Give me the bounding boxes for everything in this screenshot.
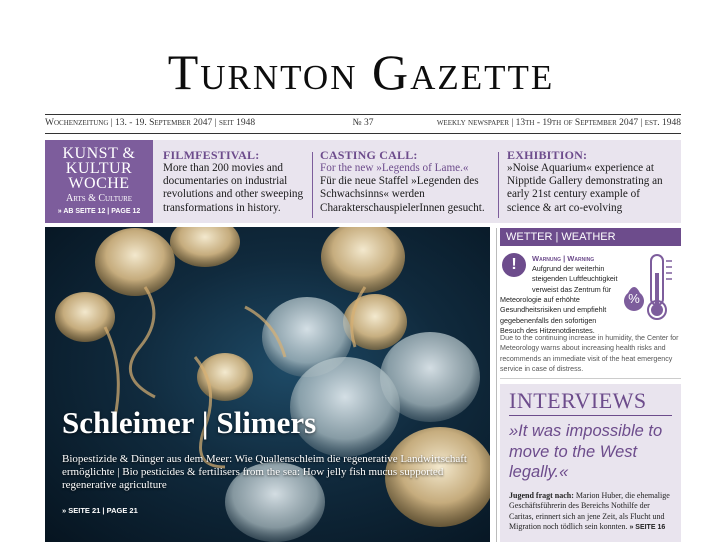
teaser-text: Für die neue Staffel »Legenden des Schwachsinns« werden CharakterschauspielerInnen gesucht.	[320, 175, 485, 214]
interviews-text: Marion Huber, die ehemalige Geschäftsführerin des Bereichs Nothilfe der Caritas, erinnert sich an jene Zeit, als Flucht und Migration noch tödlich sein konnten.	[509, 490, 670, 531]
bottom-rule	[45, 133, 681, 134]
top-rule	[45, 114, 681, 115]
interviews-header: INTERVIEWS	[509, 388, 672, 416]
kunst-page-ref[interactable]: » AB SEITE 12 | PAGE 12	[57, 208, 141, 215]
dateline-english: weekly newspaper | 13th - 19th of September 2047 | est. 1948	[436, 118, 681, 128]
teaser-text: More than 200 movies and documentaries on industrial revolutions and other sweeping transformations in history.	[163, 162, 304, 214]
arts-culture-box[interactable]	[45, 140, 153, 223]
warning-icon: !	[502, 253, 526, 277]
hero-summary: Biopestizide & Dünger aus dem Meer: Wie Quallenschleim die regenerative Landwirtschaft ermöglichte | Bio pesticides & fertilisers from the sea: How jelly fish mucus supported regenerative agriculture	[62, 453, 467, 491]
teaser-filmfestival[interactable]	[163, 148, 313, 215]
warning-text-german-cont: Meteorologie auf erhöhte Gesundheitsrisiken und empfiehlt gegebenenfalls den sofortigen Besuch des Hitzenotdienstes.	[500, 295, 607, 336]
interviews-quote[interactable]: »It was impossible to move to the West legally.«	[509, 422, 663, 481]
masthead-title: Turnton Gazette	[167, 44, 555, 100]
interviews-lead: Jugend fragt nach:	[509, 490, 574, 500]
interviews-box[interactable]	[500, 384, 681, 542]
teaser-subtitle: For the new »Legends of Lame.«	[320, 162, 469, 174]
teaser-kicker: CASTING CALL:	[320, 148, 418, 162]
warning-text-german: Aufgrund der weiterhin steigenden Luftfeuchtigkeit verweist das Zentrum für	[532, 264, 618, 294]
weather-divider	[500, 378, 681, 379]
teaser-text: »Noise Aquarium« experience at Nipptide Gallery demonstrating an early 21st century example of science & art co-evolving	[507, 162, 663, 214]
jellyfish-illustration	[45, 227, 490, 542]
kunst-line-1: KUNST &	[62, 145, 136, 162]
column-divider	[496, 228, 497, 542]
teaser-casting-call[interactable]	[320, 148, 490, 215]
hero-page-ref[interactable]: » SEITE 21 | PAGE 21	[62, 506, 138, 515]
teaser-kicker: EXHIBITION:	[507, 148, 588, 162]
humidity-thermometer-icon	[620, 253, 680, 328]
interviews-page-ref[interactable]: » SEITE 16	[629, 524, 666, 531]
teaser-exhibition[interactable]	[507, 148, 673, 215]
kunst-line-3: WOCHE	[68, 175, 130, 192]
hero-headline[interactable]: Schleimer | Slimers	[62, 405, 317, 440]
kunst-line-2: KULTUR	[65, 160, 133, 177]
weather-header: WETTER | WEATHER	[500, 228, 681, 246]
warning-text-english: Due to the continuing increase in humidity, the Center for Meteorology warns about increasing health risks and recommends an immediate visit of the heat emergency service in case of distress.	[500, 334, 679, 374]
teaser-kicker: FILMFESTIVAL:	[163, 148, 260, 162]
jellyfish-group	[55, 227, 490, 542]
teaser-divider	[312, 152, 313, 218]
dateline	[45, 118, 681, 132]
teaser-divider	[498, 152, 499, 218]
percent-symbol: %	[628, 291, 640, 306]
interviews-body	[509, 491, 672, 534]
hero-jellyfish-photo[interactable]	[45, 227, 490, 542]
teaser-strip	[153, 140, 681, 223]
kunst-line-4: Arts & Culture	[65, 193, 133, 204]
dateline-german: Wochenzeitung | 13. - 19. September 2047 | seit 1948	[45, 118, 256, 128]
issue-number: № 37	[352, 118, 374, 128]
warning-label: Warnung | Warning	[532, 254, 595, 263]
